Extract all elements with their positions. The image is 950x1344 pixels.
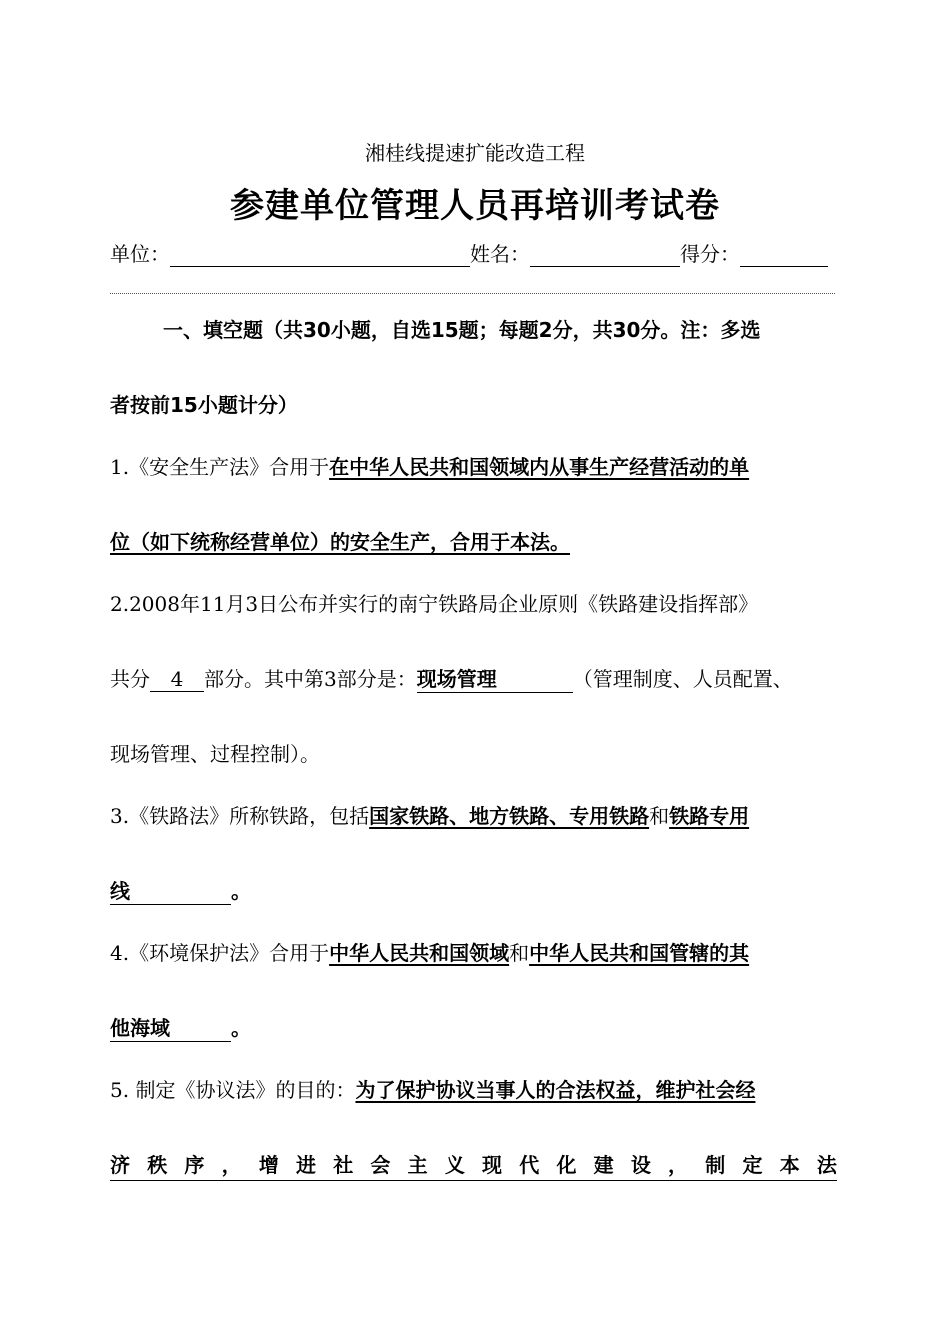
q4-answer-a: 中华人民共和国领域: [329, 941, 510, 965]
q5-answer-char: 济: [110, 1153, 130, 1177]
q5-answer-char: 秩: [147, 1153, 168, 1177]
q1-prefix: 1.《安全生产法》合用于: [110, 455, 330, 479]
score-field[interactable]: [740, 244, 828, 267]
q5-answer-line2: [110, 1149, 837, 1181]
candidate-info-row: [110, 238, 828, 267]
q5-answer-char: 定: [742, 1153, 763, 1177]
unit-field[interactable]: [170, 244, 470, 267]
name-label: 姓名：: [470, 242, 530, 266]
q5-answer-char: 现: [482, 1153, 503, 1177]
dotted-divider: [110, 293, 835, 294]
q3-answer-b-line1: 铁路专用: [669, 804, 750, 828]
score-label: 得分：: [680, 242, 740, 266]
project-subtitle: 湘桂线提速扩能改造工程: [365, 141, 585, 165]
q3-line2: [110, 875, 251, 905]
q5-answer-char: 制: [705, 1153, 726, 1177]
question-5: [110, 1074, 755, 1103]
q5-answer-char: 进: [296, 1153, 317, 1177]
q2-options-line1: （管理制度、人员配置、: [572, 667, 793, 691]
q2-options-line2: 现场管理、过程控制）。: [110, 742, 320, 766]
q5-answer-char: 本: [779, 1153, 800, 1177]
q5-answer-line1: 为了保护协议当事人的合法权益，维护社会经: [355, 1078, 756, 1102]
q4-prefix: 4.《环境保护法》合用于: [110, 941, 330, 965]
q3-conj: 和: [649, 804, 670, 828]
q2-answer-a: 4: [150, 667, 204, 692]
q5-prefix: 5. 制定《协议法》的目的：: [110, 1078, 356, 1102]
unit-label: 单位：: [110, 242, 170, 266]
q1-answer-line1: 在中华人民共和国领域内从事生产经营活动的单: [329, 455, 750, 479]
question-1: [110, 451, 749, 480]
question-2: 2.2008年11月3日公布并实行的南宁铁路局企业原则《铁路建设指挥部》: [110, 592, 759, 616]
section-heading-line2: 者按前15小题计分）: [110, 393, 298, 417]
q5-answer-char: 法: [816, 1153, 837, 1177]
q5-answer-char: ，: [221, 1153, 242, 1177]
q2-answer-b: 现场管理: [417, 663, 573, 693]
q5-answer-char: 序: [184, 1153, 205, 1177]
q5-answer-char: 化: [556, 1153, 577, 1177]
q3-answer-a: 国家铁路、地方铁路、专用铁路: [369, 804, 650, 828]
q2-text-a: 共分: [110, 667, 150, 691]
q5-answer-char: 代: [519, 1153, 540, 1177]
q2-line2: [110, 663, 793, 693]
q2-text-b: 部分。其中第3部分是：: [204, 667, 417, 691]
section-heading-line1: 一、填空题（共30小题，自选15题；每题2分，共30分。注：多选: [163, 318, 761, 342]
q5-answer-char: 会: [370, 1153, 391, 1177]
q5-answer-char: 主: [407, 1153, 428, 1177]
q5-answer-char: 社: [333, 1153, 354, 1177]
exam-title: 参建单位管理人员再培训考试卷: [230, 186, 720, 226]
q5-answer-char: 增: [258, 1153, 279, 1177]
q5-answer-char: ，: [668, 1153, 689, 1177]
question-4: [110, 937, 749, 966]
q3-answer-b-line2: 线: [110, 875, 231, 905]
q4-answer-b-line2: 他海域: [110, 1012, 231, 1042]
q4-answer-b-line1: 中华人民共和国管辖的其: [529, 941, 750, 965]
q4-line2: [110, 1012, 251, 1042]
q4-end: 。: [231, 1016, 251, 1040]
q3-end: 。: [231, 879, 251, 903]
q1-answer-line2: 位（如下统称经营单位）的安全生产，合用于本法。: [110, 530, 570, 554]
question-3: [110, 800, 749, 829]
q5-answer-char: 设: [630, 1153, 651, 1177]
q4-conj: 和: [509, 941, 530, 965]
q3-prefix: 3.《铁路法》所称铁路，包括: [110, 804, 370, 828]
q5-answer-char: 建: [593, 1153, 614, 1177]
name-field[interactable]: [530, 244, 680, 267]
q5-answer-char: 义: [444, 1153, 465, 1177]
